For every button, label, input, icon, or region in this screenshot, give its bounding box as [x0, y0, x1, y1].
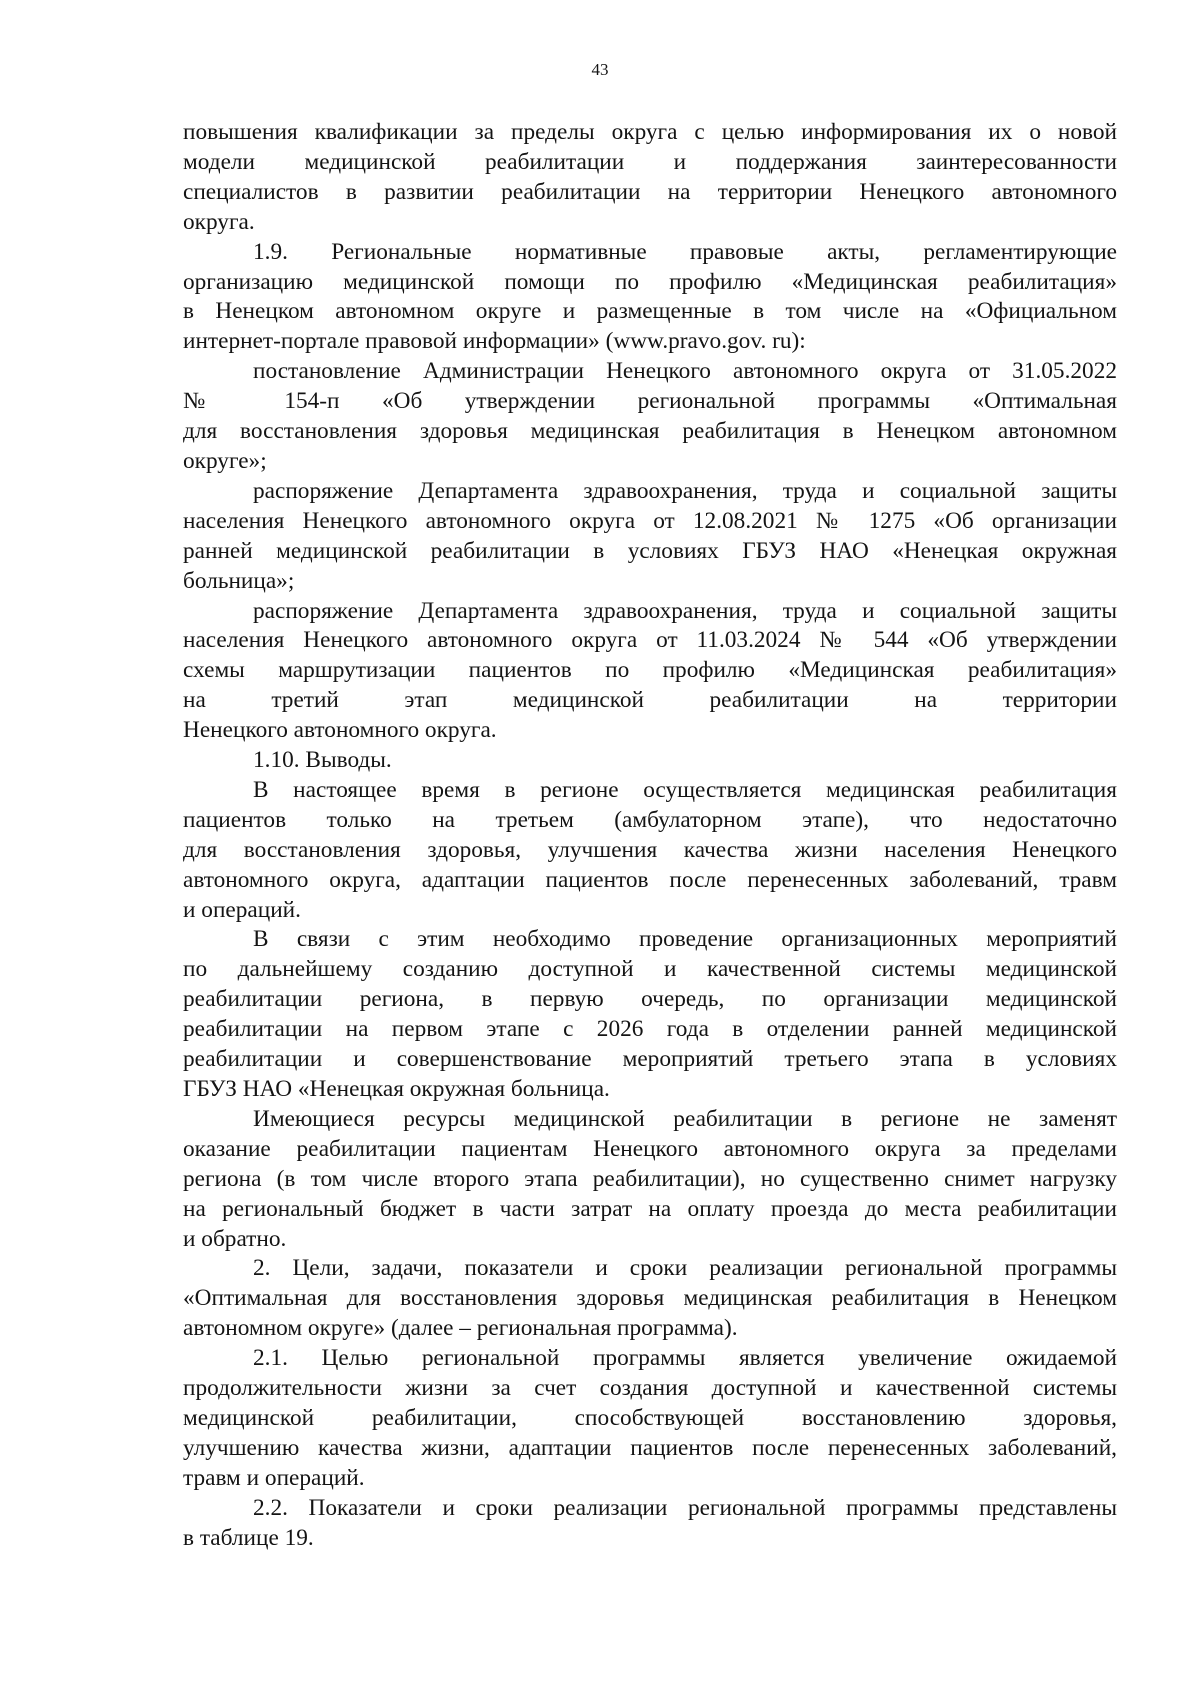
paragraph	[183, 1494, 1117, 1554]
text-line: и операций.	[183, 896, 301, 923]
text-line: региона (в том числе второго этапа реабилитации), но существенно снимет нагрузку	[183, 1165, 1117, 1192]
text-line: округе»;	[183, 447, 267, 474]
text-line: округа.	[183, 208, 255, 235]
text-line: организацию медицинской помощи по профилю «Медицинская реабилитация»	[183, 268, 1117, 295]
text-line: травм и операций.	[183, 1464, 365, 1491]
text-line: оказание реабилитации пациентам Ненецкого автономного округа за пределами	[183, 1135, 1117, 1162]
text-line: 2.1. Целью региональной программы является увеличение ожидаемой	[253, 1345, 1117, 1372]
text-line: «Оптимальная для восстановления здоровья медицинская реабилитация в Ненецком	[183, 1285, 1117, 1312]
text-line: в таблице 19.	[183, 1524, 314, 1551]
paragraph	[183, 776, 1117, 926]
text-line: распоряжение Департамента здравоохранения, труда и социальной защиты	[253, 477, 1117, 504]
text-line: ГБУЗ НАО «Ненецкая окружная больница.	[183, 1076, 610, 1102]
text-line: Ненецкого автономного округа.	[183, 717, 497, 744]
text-line: повышения квалификации за пределы округа с целью информирования их о новой	[183, 119, 1117, 145]
text-line: больница»;	[183, 567, 295, 594]
text-line: в Ненецком автономном округе и размещенные в том числе на «Официальном	[183, 298, 1117, 325]
paragraph	[183, 357, 1117, 477]
text-line: распоряжение Департамента здравоохранения, труда и социальной защиты	[253, 597, 1117, 624]
paragraph	[183, 477, 1117, 597]
text-line: постановление Администрации Ненецкого автономного округа от 31.05.2022	[253, 358, 1117, 385]
text-line: автономном округе» (далее – региональная программа).	[183, 1315, 738, 1342]
text-line: медицинской реабилитации, способствующей восстановлению здоровья,	[183, 1404, 1117, 1431]
text-line: по дальнейшему созданию доступной и качественной системы медицинской	[183, 956, 1117, 983]
text-line: 1.10. Выводы.	[253, 747, 392, 774]
document-body	[183, 118, 1117, 1554]
text-line: и обратно.	[183, 1225, 287, 1252]
text-line: населения Ненецкого автономного округа от 11.03.2024 № 544 «Об утверждении	[183, 627, 1117, 654]
text-line: реабилитации региона, в первую очередь, по организации медицинской	[183, 986, 1117, 1013]
text-line: для восстановления здоровья медицинская реабилитация в Ненецком автономном	[183, 418, 1117, 445]
paragraph	[183, 118, 1117, 238]
text-line: на третий этап медицинской реабилитации на территории	[183, 687, 1117, 714]
text-line: для восстановления здоровья, улучшения качества жизни населения Ненецкого	[183, 836, 1117, 863]
text-line: ранней медицинской реабилитации в условиях ГБУЗ НАО «Ненецкая окружная	[183, 537, 1117, 564]
text-line: реабилитации на первом этапе с 2026 года в отделении ранней медицинской	[183, 1016, 1117, 1043]
text-line: 2. Цели, задачи, показатели и сроки реализации региональной программы	[253, 1255, 1117, 1282]
text-line: автономного округа, адаптации пациентов после перенесенных заболеваний, травм	[183, 866, 1117, 893]
text-line: пациентов только на третьем (амбулаторном этапе), что недостаточно	[183, 806, 1117, 833]
text-line: № 154-п «Об утверждении региональной программы «Оптимальная	[183, 388, 1117, 415]
text-line: 2.2. Показатели и сроки реализации региональной программы представлены	[253, 1494, 1117, 1521]
paragraph	[183, 238, 1117, 358]
text-line: улучшению качества жизни, адаптации пациентов после перенесенных заболеваний,	[183, 1434, 1117, 1461]
text-line: В настоящее время в регионе осуществляется медицинская реабилитация	[253, 776, 1117, 803]
text-line: Имеющиеся ресурсы медицинской реабилитации в регионе не заменят	[253, 1105, 1117, 1132]
paragraph	[183, 1105, 1117, 1255]
paragraph	[183, 597, 1117, 747]
paragraph	[183, 925, 1117, 1104]
text-line: реабилитации и совершенствование мероприятий третьего этапа в условиях	[183, 1046, 1117, 1073]
paragraph	[183, 1254, 1117, 1344]
page-number: 43	[591, 60, 609, 79]
text-line: схемы маршрутизации пациентов по профилю «Медицинская реабилитация»	[183, 657, 1117, 684]
paragraph	[183, 746, 1117, 776]
text-line: модели медицинской реабилитации и поддержания заинтересованности	[183, 148, 1117, 175]
text-line: специалистов в развитии реабилитации на территории Ненецкого автономного	[183, 178, 1117, 205]
text-line: населения Ненецкого автономного округа от 12.08.2021 № 1275 «Об организации	[183, 507, 1117, 534]
text-line: 1.9. Региональные нормативные правовые акты, регламентирующие	[253, 238, 1117, 265]
paragraph	[183, 1344, 1117, 1494]
text-line: В связи с этим необходимо проведение организационных мероприятий	[253, 926, 1117, 953]
text-line: на региональный бюджет в части затрат на оплату проезда до места реабилитации	[183, 1195, 1117, 1222]
text-line: интернет-портале правовой информации» (www.pravo.gov. ru):	[183, 328, 806, 355]
text-line: продолжительности жизни за счет создания доступной и качественной системы	[183, 1375, 1117, 1402]
